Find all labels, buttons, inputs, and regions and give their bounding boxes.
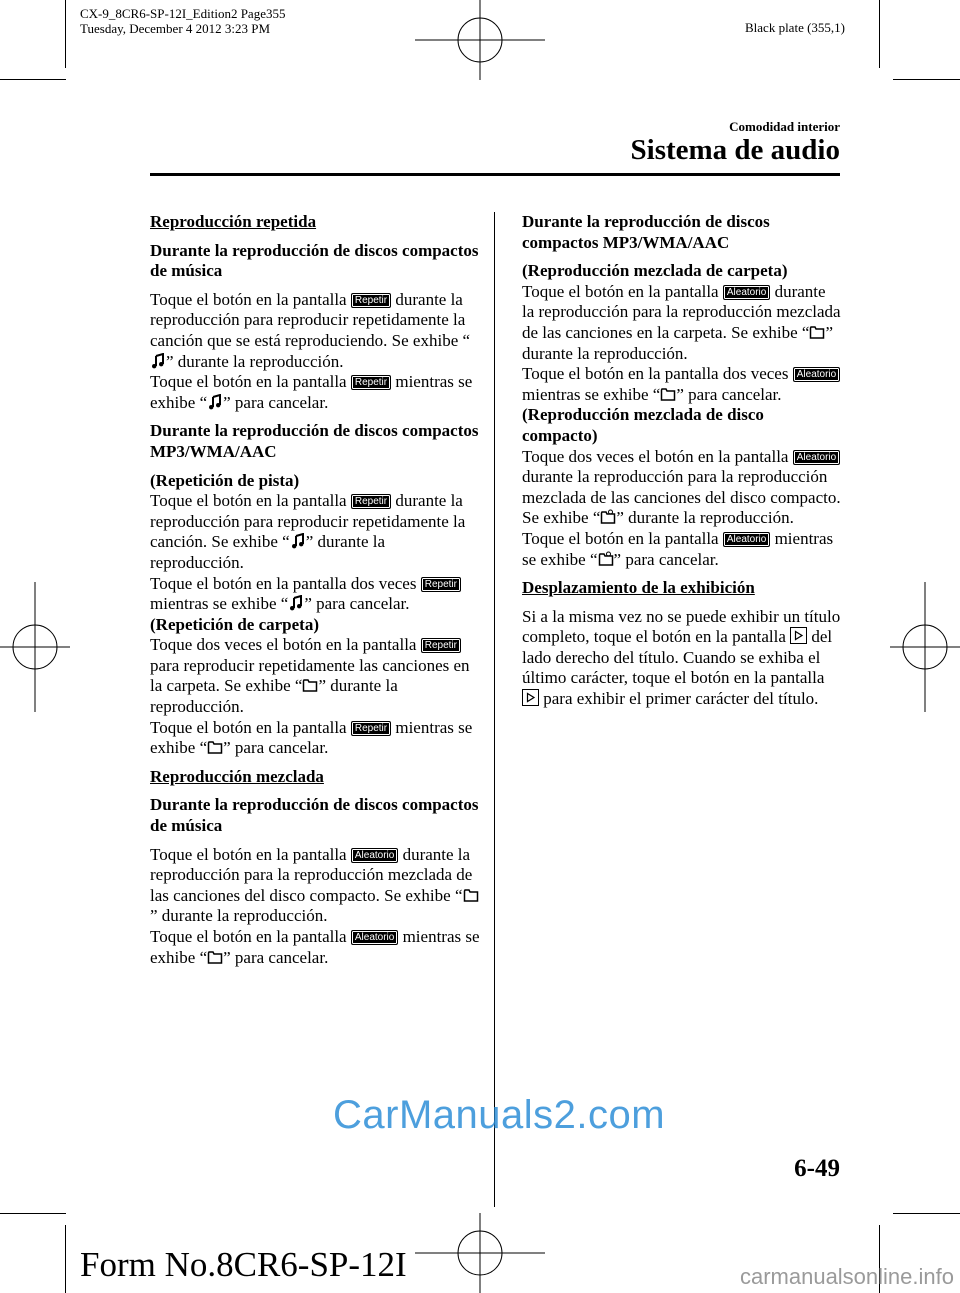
footer-site-link[interactable]: carmanualsonline.info bbox=[739, 1264, 954, 1289]
registration-mark-left bbox=[0, 582, 70, 712]
subsection-title: Durante la reproducción de discos compactos de música bbox=[150, 795, 479, 836]
crop-mark bbox=[65, 1225, 66, 1293]
print-header bbox=[80, 6, 285, 36]
crop-mark bbox=[65, 0, 66, 68]
random-button: Aleatorio bbox=[351, 848, 398, 863]
folder-icon bbox=[207, 739, 223, 755]
subsection-title: Durante la reproducción de discos compactos MP3/WMA/AAC bbox=[522, 212, 770, 252]
scroll-arrow-icon bbox=[522, 689, 539, 706]
form-number: Form No.8CR6-SP-12I bbox=[80, 1245, 407, 1284]
random-button: Aleatorio bbox=[351, 930, 398, 945]
repeat-button: Repetir bbox=[351, 375, 391, 390]
registration-mark-top bbox=[415, 0, 545, 80]
repeat-button: Repetir bbox=[351, 293, 391, 308]
paragraph: Toque el botón en la pantalla Aleatorio durante la reproducción para la reproducción mezclada de las canciones del disco compacto. Se exhibe “ ” durante la reproducción. Toque el botón en la pantalla Aleatorio mientras se exhibe “ ” para cancelar. bbox=[150, 844, 480, 967]
folder-icon bbox=[660, 386, 676, 402]
scroll-arrow-icon bbox=[790, 627, 807, 644]
crop-mark bbox=[893, 1213, 960, 1214]
section-category: Comodidad interior bbox=[729, 119, 840, 134]
music-note-icon bbox=[290, 533, 306, 549]
repeat-button: Repetir bbox=[351, 721, 391, 736]
crop-mark bbox=[0, 79, 66, 80]
random-button: Aleatorio bbox=[793, 450, 840, 465]
disc-folder-icon bbox=[207, 949, 223, 965]
disc-folder-icon bbox=[600, 509, 616, 525]
disc-folder-icon bbox=[598, 551, 614, 567]
repeat-button: Repetir bbox=[351, 494, 391, 509]
right-column bbox=[522, 212, 842, 718]
page-number: 6-49 bbox=[794, 1155, 840, 1182]
crop-mark bbox=[893, 79, 960, 80]
registration-mark-bottom bbox=[415, 1213, 545, 1293]
watermark: CarManuals2.com bbox=[333, 1093, 666, 1137]
paragraph: Toque el botón en la pantalla Repetir durante la reproducción para reproducir repetidamente la canción que se está reproduciendo. Se exhibe “ ” durante la reproducción. Toque el botón en la pantalla Repetir mientras se exhibe “ ” para cancelar. bbox=[150, 289, 473, 412]
section-title: Sistema de audio bbox=[630, 134, 840, 166]
subsection-title: Durante la reproducción de discos compactos MP3/WMA/AAC bbox=[150, 421, 479, 461]
heading-shuffle: Reproducción mezclada bbox=[150, 766, 324, 786]
registration-mark-right bbox=[890, 582, 960, 712]
folder-icon bbox=[302, 677, 318, 693]
crop-mark bbox=[879, 0, 880, 68]
repeat-button: Repetir bbox=[421, 638, 461, 653]
repeat-button: Repetir bbox=[421, 577, 461, 592]
plate-label: Black plate (355,1) bbox=[745, 20, 845, 35]
column-divider bbox=[494, 212, 495, 1207]
random-button: Aleatorio bbox=[723, 532, 770, 547]
disc-folder-icon bbox=[463, 887, 479, 903]
left-column bbox=[150, 212, 482, 976]
crop-mark bbox=[0, 1213, 66, 1214]
music-note-icon bbox=[207, 394, 223, 410]
random-button: Aleatorio bbox=[723, 285, 770, 300]
paragraph: (Repetición de pista) Toque el botón en la pantalla Repetir durante la reproducción para reproducir repetidamente la canción. Se exhibe “ ” durante la reproducción. Toque el botón en la pantalla dos veces Repetir mientras se exhibe “ ” para cancelar. (Repetición de carpeta) Toque dos veces el botón en la pantalla Repetir para reproducir repetidamente las canciones en la carpeta. Se exhibe “ ” durante la reproducción. Toque el botón en la pantalla Repetir mientras se exhibe “ ” para cancelar. bbox=[150, 470, 473, 758]
print-header-line2: Tuesday, December 4 2012 3:23 PM bbox=[80, 21, 271, 36]
paragraph: (Reproducción mezclada de carpeta) Toque el botón en la pantalla Aleatorio durante la reproducción para la reproducción mezclada de las canciones en la carpeta. Se exhibe “ ” durante la reproducción. Toque el botón en la pantalla dos veces Aleatorio mientras se exhibe “ ” para cancelar. (Reproducción mezclada de disco compacto) Toque dos veces el botón en la pantalla Aleatorio durante la reproducción para la reproducción mezclada de las canciones del disco compacto. Se exhibe “ ” durante la reproducción. Toque el botón en la pantalla Aleatorio mientras se exhibe “ ” para cancelar. bbox=[522, 261, 841, 569]
heading-scroll: Desplazamiento de la exhibición bbox=[522, 578, 755, 598]
music-note-icon bbox=[150, 353, 166, 369]
header-rule bbox=[150, 173, 840, 176]
print-header-line1: CX-9_8CR6-SP-12I_Edition2 Page355 bbox=[80, 6, 286, 21]
music-note-icon bbox=[288, 595, 304, 611]
random-button: Aleatorio bbox=[793, 367, 840, 382]
paragraph: Si a la misma vez no se puede exhibir un título completo, toque el botón en la pantalla del lado derecho del título. Cuando se exhiba el último carácter, toque el botón en la pantalla para exhibir el primer carácter del título. bbox=[522, 606, 841, 709]
heading-repeat: Reproducción repetida bbox=[150, 212, 317, 231]
subsection-title: Durante la reproducción de discos compactos de música bbox=[150, 240, 479, 281]
folder-icon bbox=[809, 324, 825, 340]
